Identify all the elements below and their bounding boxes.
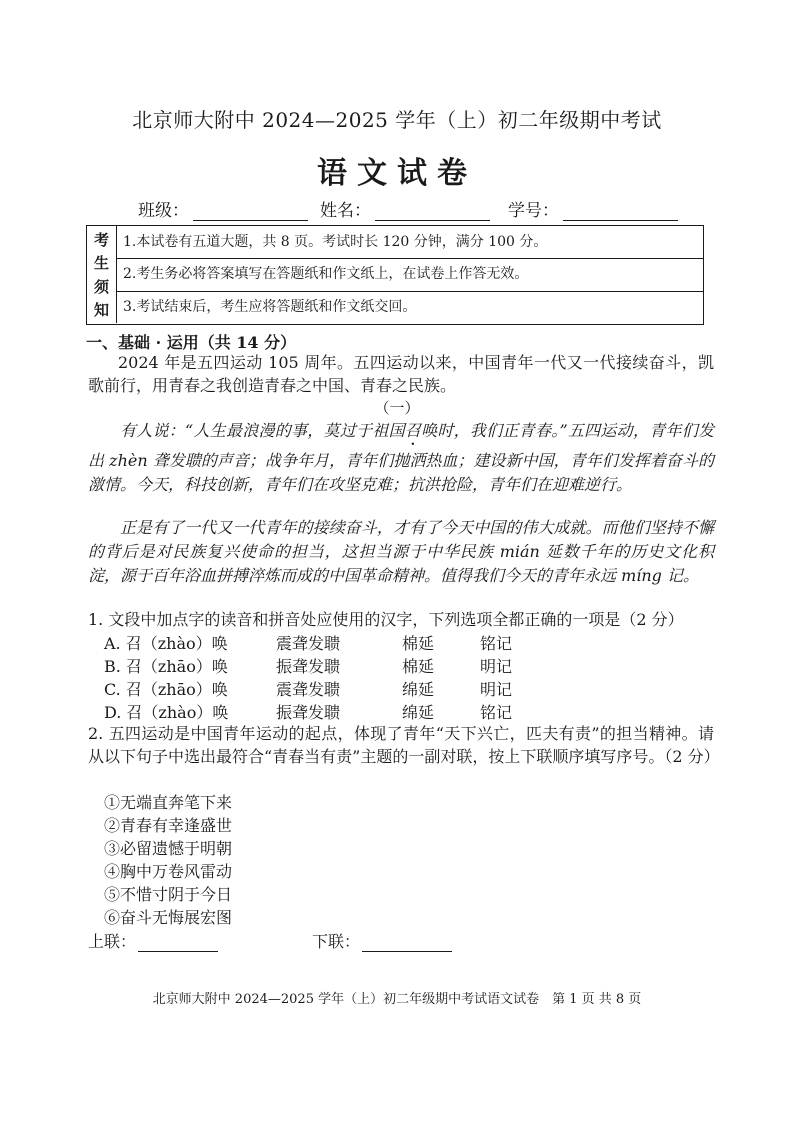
dotted-char: 召 <box>404 421 422 440</box>
couplet-choice: ③必留遗憾于明朝 <box>104 839 233 858</box>
couplet-choice: ①无端直奔笔下来 <box>104 793 233 812</box>
upper-couplet-blank[interactable] <box>138 933 218 952</box>
exam-subject: 语文试卷 <box>317 156 477 191</box>
lower-couplet-label: 下联： <box>312 932 361 951</box>
upper-couplet-label: 上联： <box>88 932 137 951</box>
page-footer: 北京师大附中 2024—2025 学年（上）初二年级期中考试语文试卷 第 1 页 共 8 页 <box>152 992 642 1007</box>
option-row: C. 召（zhāo）唤 震聋发聩 绵延 明记 <box>104 680 513 699</box>
passage-paragraph-1: 有人说：“人生最浪漫的事，莫过于祖国召唤时，我们正青春。”五四运动，青年们发出 zhèn 聋发聩的声音；战争年月，青年们抛洒热血；建设新中国，青年们发挥着奋斗的激情。今天，科技创新，青年们在攻坚克难；抗洪抢险，青年们在迎难逆行。 <box>88 421 714 494</box>
section-heading: 一、基础 · 运用（共 14 分） <box>86 333 297 352</box>
section-intro: 2024 年是五四运动 105 周年。五四运动以来，中国青年一代又一代接续奋斗，凯歌前行，用青春之我创造青春之中国、青春之民族。 <box>88 353 714 395</box>
option-row: A. 召（zhào）唤 震聋发聩 棉延 铭记 <box>104 634 513 653</box>
student-id-blank <box>563 202 678 221</box>
student-id-field <box>508 196 678 221</box>
option-row: D. 召（zhào）唤 振聋发聩 绵延 铭记 <box>104 703 513 722</box>
upper-couplet-answer[interactable] <box>88 929 218 952</box>
class-blank <box>193 202 308 221</box>
exam-title: 北京师大附中 2024—2025 学年（上）初二年级期中考试 <box>132 108 662 132</box>
name-blank <box>375 202 490 221</box>
couplet-choice: ⑤不惜寸阴于今日 <box>104 885 233 904</box>
notice-item: 3.考试结束后，考生应将答题纸和作文纸交回。 <box>123 299 417 315</box>
notice-item: 1.本试卷有五道大题，共 8 页。考试时长 120 分钟，满分 100 分。 <box>117 226 703 259</box>
class-label: 班级： <box>138 201 189 221</box>
name-field <box>320 196 490 221</box>
notice-box <box>86 225 704 325</box>
class-field <box>138 196 308 221</box>
part-label: （一） <box>374 399 420 417</box>
couplet-choice: ②青春有幸逢盛世 <box>104 816 233 835</box>
notice-item: 2.考生务必将答案填写在答题纸和作文纸上，在试卷上作答无效。 <box>117 258 703 292</box>
notice-heading: 考 生 须 知 <box>87 226 117 323</box>
passage-paragraph-2: 正是有了一代又一代青年的接续奋斗，才有了今天中国的伟大成就。而他们坚持不懈的背后是对民族复兴使命的担当，这担当源于中华民族 mián 延数千年的历史文化积淀，源于百年浴血拼搏淬炼而成的中国革命精神。值得我们今天的青年永远 míng 记。 <box>88 518 714 585</box>
question-2-stem: 2. 五四运动是中国青年运动的起点，体现了青年“天下兴亡，匹夫有责”的担当精神。请从以下句子中选出最符合“青春当有责”主题的一副对联，按上下联顺序填写序号。（2 分） <box>88 724 720 766</box>
student-id-label: 学号： <box>508 201 559 221</box>
couplet-choice: ④胸中万卷风雷动 <box>104 862 233 881</box>
question-1-stem: 1. 文段中加点字的读音和拼音处应使用的汉字，下列选项全都正确的一项是（2 分） <box>88 610 684 629</box>
option-row: B. 召（zhāo）唤 振聋发聩 棉延 明记 <box>104 657 513 676</box>
name-label: 姓名： <box>320 201 371 221</box>
lower-couplet-blank[interactable] <box>362 933 452 952</box>
lower-couplet-answer[interactable] <box>312 929 452 952</box>
couplet-choice: ⑥奋斗无悔展宏图 <box>104 908 233 927</box>
